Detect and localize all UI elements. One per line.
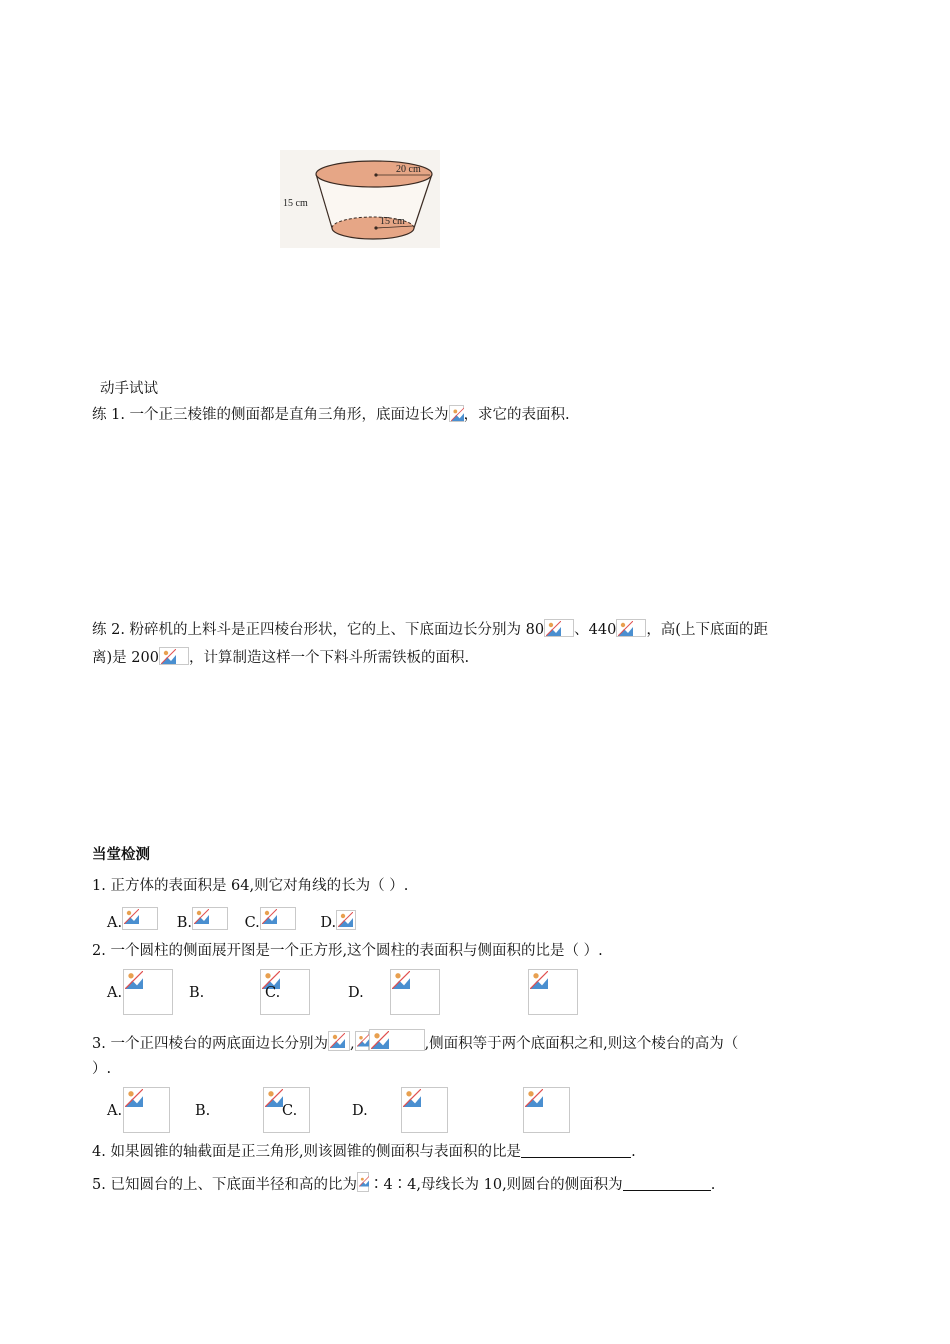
question-5: 5. 已知圆台的上、下底面半径和高的比为 ∶4∶4,母线长为 10,则圆台的侧面积为 . (92, 1172, 715, 1195)
question-3-options (107, 1087, 368, 1134)
image-placeholder-icon (123, 969, 173, 1015)
option-a[interactable]: A. (107, 1103, 123, 1119)
option-d[interactable]: D. (320, 915, 356, 931)
image-placeholder-icon (616, 619, 646, 637)
frustum-drawing (280, 150, 440, 248)
option-a[interactable]: A. (107, 915, 158, 931)
image-placeholder-icon (390, 969, 440, 1015)
exercise-2-line1: 练 2. 粉碎机的上料斗是正四棱台形状，它的上、下底面边长分别为 80 、440 ，高(上下底面的距 (92, 619, 768, 640)
image-placeholder-icon (122, 907, 158, 930)
option-c[interactable]: C. (282, 1103, 298, 1119)
image-placeholder-icon (369, 1029, 425, 1051)
question-1-options (107, 907, 356, 933)
question-3: 3. 一个正四棱台的两底面边长分别为 , ,侧面积等于两个底面积之和,则这个棱台的高为（ (92, 1029, 738, 1054)
section-heading-test: 当堂检测 (92, 847, 150, 863)
option-b[interactable]: B. (189, 985, 205, 1001)
exercise-2-line2: 离)是 200 ，计算制造这样一个下料斗所需铁板的面积. (92, 647, 469, 668)
frustum-figure (280, 150, 440, 248)
image-placeholder-icon (123, 1087, 170, 1133)
height-label: 15 cm (283, 198, 308, 209)
image-placeholder-icon (328, 1031, 350, 1051)
option-c[interactable]: C. (265, 985, 281, 1001)
option-d[interactable]: D. (352, 1103, 368, 1119)
question-3-line2: ）. (92, 1061, 112, 1077)
question-2: 2. 一个圆柱的侧面展开图是一个正方形,这个圆柱的表面积与侧面积的比是（ ）. (92, 943, 603, 959)
image-placeholder-icon (355, 1031, 369, 1051)
top-radius-label: 20 cm (396, 164, 421, 175)
option-b[interactable]: B. (177, 915, 228, 931)
option-b[interactable]: B. (195, 1103, 211, 1119)
option-d[interactable]: D. (348, 985, 364, 1001)
option-c[interactable]: C. (245, 915, 296, 931)
image-placeholder-icon (357, 1172, 369, 1192)
question-1: 1. 正方体的表面积是 64,则它对角线的长为（ ）. (92, 878, 409, 894)
section-heading-practice: 动手试试 (100, 381, 158, 397)
question-4: 4. 如果圆锥的轴截面是正三角形,则该圆锥的侧面积与表面积的比是 . (92, 1144, 636, 1160)
question-2-options (107, 969, 364, 1016)
image-placeholder-icon (401, 1087, 448, 1133)
image-placeholder-icon (523, 1087, 570, 1133)
image-placeholder-icon (192, 907, 228, 930)
option-a[interactable]: A. (107, 985, 123, 1001)
image-placeholder-icon (159, 647, 189, 665)
bottom-radius-label: 15 cm (380, 216, 405, 227)
image-placeholder-icon (544, 619, 574, 637)
answer-blank[interactable] (521, 1143, 631, 1158)
image-placeholder-icon (449, 405, 464, 422)
image-placeholder-icon (528, 969, 578, 1015)
image-placeholder-icon (336, 910, 356, 930)
image-placeholder-icon (260, 907, 296, 930)
answer-blank[interactable] (623, 1176, 711, 1191)
exercise-1: 练 1. 一个正三棱锥的侧面都是直角三角形，底面边长为 ，求它的表面积. (92, 407, 570, 423)
